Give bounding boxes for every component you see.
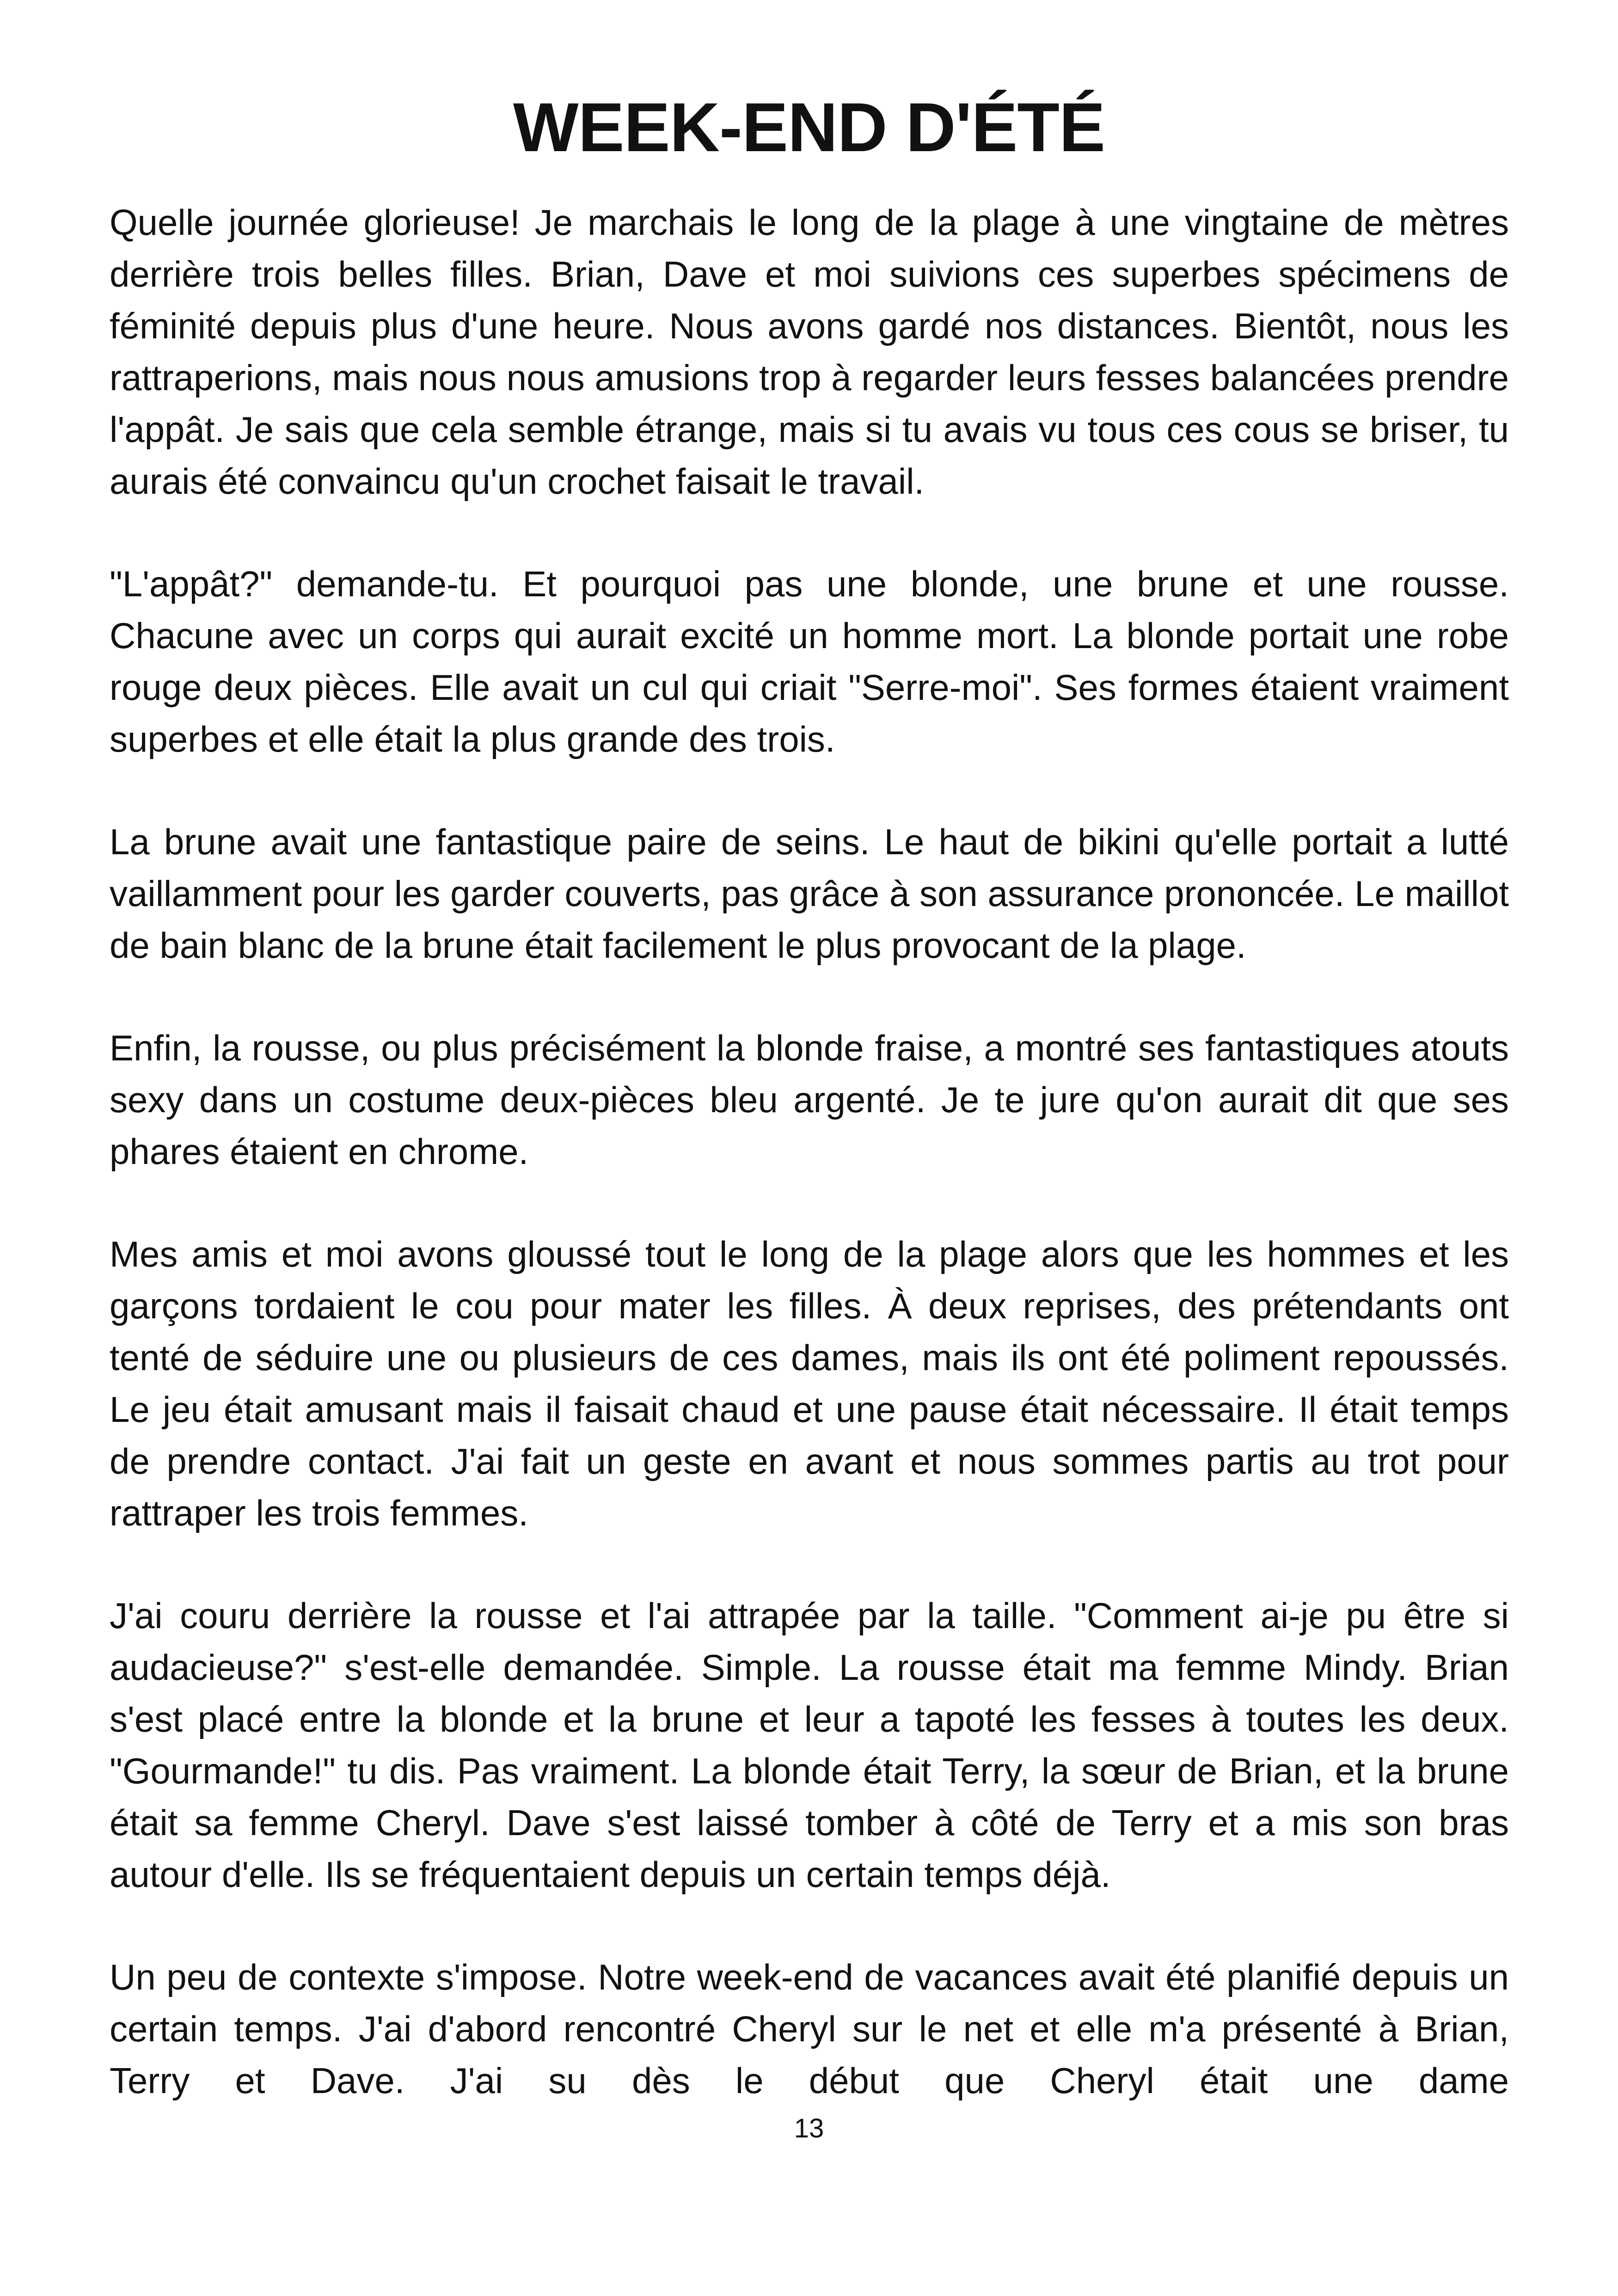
paragraph-6: J'ai couru derrière la rousse et l'ai attrapée par la taille. "Comment ai-je pu être si audacieuse?" s'est-elle demandée. Simple. La rousse était ma femme Mindy. Brian s'est placé entre la blonde et la brune et leur a tapoté les fesses à toutes les deux. "Gourmande!" tu dis. Pas vraiment. La blonde était Terry, la sœur de Brian, et la brune était sa femme Cheryl. Dave s'est laissé tomber à côté de Terry et a mis son bras autour d'elle. Ils se fréquentaient depuis un certain temps déjà. [110,1595,1509,1895]
paragraph-4: Enfin, la rousse, ou plus précisément la blonde fraise, a montré ses fantastiques atouts sexy dans un costume deux-pièces bleu argenté. Je te jure qu'on aurait dit que ses phares étaient en chrome. [110,1028,1509,1172]
paragraph-5: Mes amis et moi avons gloussé tout le long de la plage alors que les hommes et les garçons tordaient le cou pour mater les filles. À deux reprises, des prétendants ont tenté de séduire une ou plusieurs de ces dames, mais ils ont été poliment repoussés. Le jeu était amusant mais il faisait chaud et une pause était nécessaire. Il était temps de prendre contact. J'ai fait un geste en avant et nous sommes partis au trot pour rattraper les trois femmes. [110,1234,1509,1533]
paragraph-7: Un peu de contexte s'impose. Notre week-end de vacances avait été planifié depuis un certain temps. J'ai d'abord rencontré Cheryl sur le net et elle m'a présenté à Brian, Terry et Dave. J'ai su dès le début que Cheryl était une dame [110,1957,1509,2101]
page-number: 13 [794,2113,824,2143]
page-title: WEEK-END D'ÉTÉ [513,88,1105,166]
paragraph-3: La brune avait une fantastique paire de seins. Le haut de bikini qu'elle portait a lutté vaillamment pour les garder couverts, pas grâce à son assurance prononcée. Le maillot de bain blanc de la brune était facilement le plus provocant de la plage. [110,821,1509,966]
paragraph-2: "L'appât?" demande-tu. Et pourquoi pas une blonde, une brune et une rousse. Chacune avec un corps qui aurait excité un homme mort. La blonde portait une robe rouge deux pièces. Elle avait un cul qui criait "Serre-moi". Ses formes étaient vraiment superbes et elle était la plus grande des trois. [110,563,1509,759]
paragraph-1: Quelle journée glorieuse! Je marchais le long de la plage à une vingtaine de mètres derrière trois belles filles. Brian, Dave et moi suivions ces superbes spécimens de féminité depuis plus d'une heure. Nous avons gardé nos distances. Bientôt, nous les rattraperions, mais nous nous amusions trop à regarder leurs fesses balancées prendre l'appât. Je sais que cela semble étrange, mais si tu avais vu tous ces cous se briser, tu aurais été convaincu qu'un crochet faisait le travail. [110,202,1509,502]
body-text [110,196,1509,2157]
